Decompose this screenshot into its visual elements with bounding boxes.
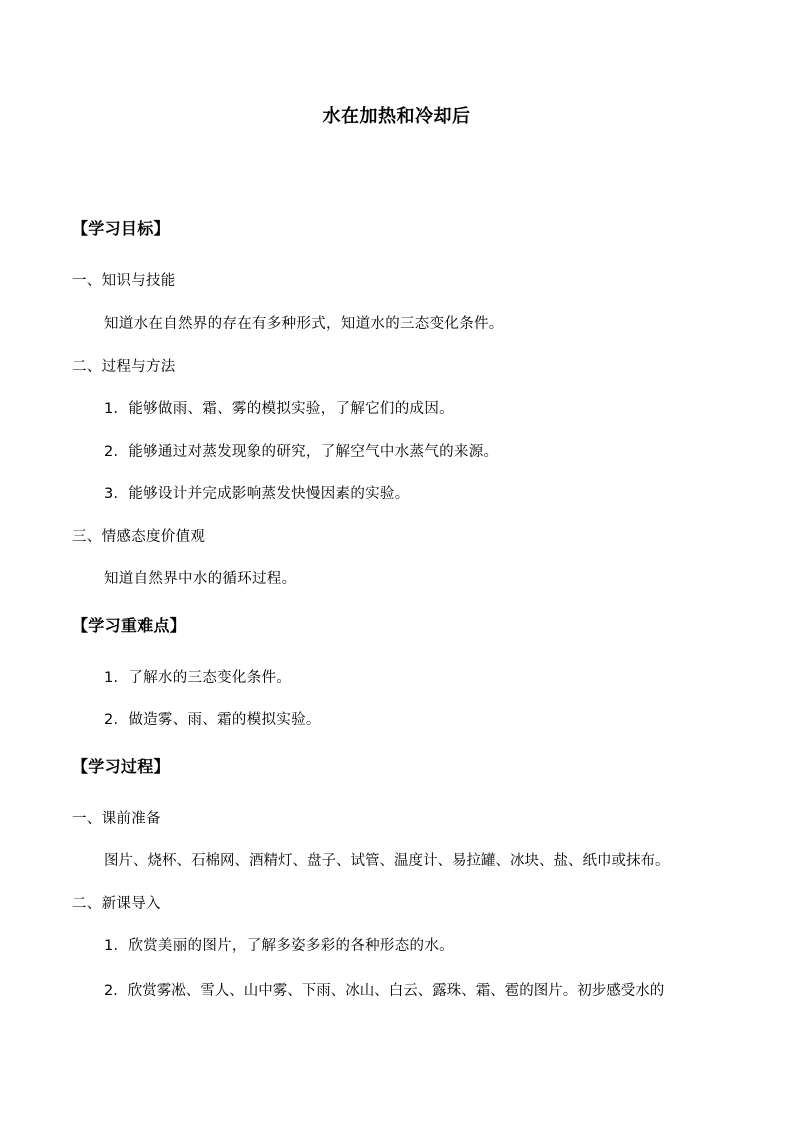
preparation-text: 图片、烧杯、石棉网、酒精灯、盘子、试管、温度计、易拉罐、冰块、盐、纸巾或抹布。 [104,853,670,869]
key-points-heading: 【学习重难点】 [72,616,187,635]
list-item: 2．欣赏雾凇、雪人、山中雾、下雨、冰山、白云、露珠、霜、雹的图片。初步感受水的 [104,983,665,999]
preparation-heading: 一、课前准备 [72,811,161,827]
list-item: 1．能够做雨、霜、雾的模拟实验，了解它们的成因。 [104,401,454,417]
knowledge-skills-text: 知道水在自然界的存在有多种形式，知道水的三态变化条件。 [104,316,504,332]
list-item: 2．能够通过对蒸发现象的研究，了解空气中水蒸气的来源。 [104,444,499,460]
process-method-heading: 二、过程与方法 [72,359,176,375]
attitude-values-text: 知道自然界中水的循环过程。 [104,571,297,587]
introduction-heading: 二、新课导入 [72,896,161,912]
objectives-heading: 【学习目标】 [72,219,170,238]
attitude-values-heading: 三、情感态度价值观 [72,529,206,545]
list-item: 1．了解水的三态变化条件。 [104,670,292,686]
knowledge-skills-heading: 一、知识与技能 [72,273,176,289]
process-heading: 【学习过程】 [72,757,170,776]
document-title: 水在加热和冷却后 [322,106,471,127]
list-item: 2．做造雾、雨、霜的模拟实验。 [104,712,321,728]
list-item: 3．能够设计并完成影响蒸发快慢因素的实验。 [104,486,410,502]
list-item: 1．欣赏美丽的图片，了解多姿多彩的各种形态的水。 [104,938,454,954]
